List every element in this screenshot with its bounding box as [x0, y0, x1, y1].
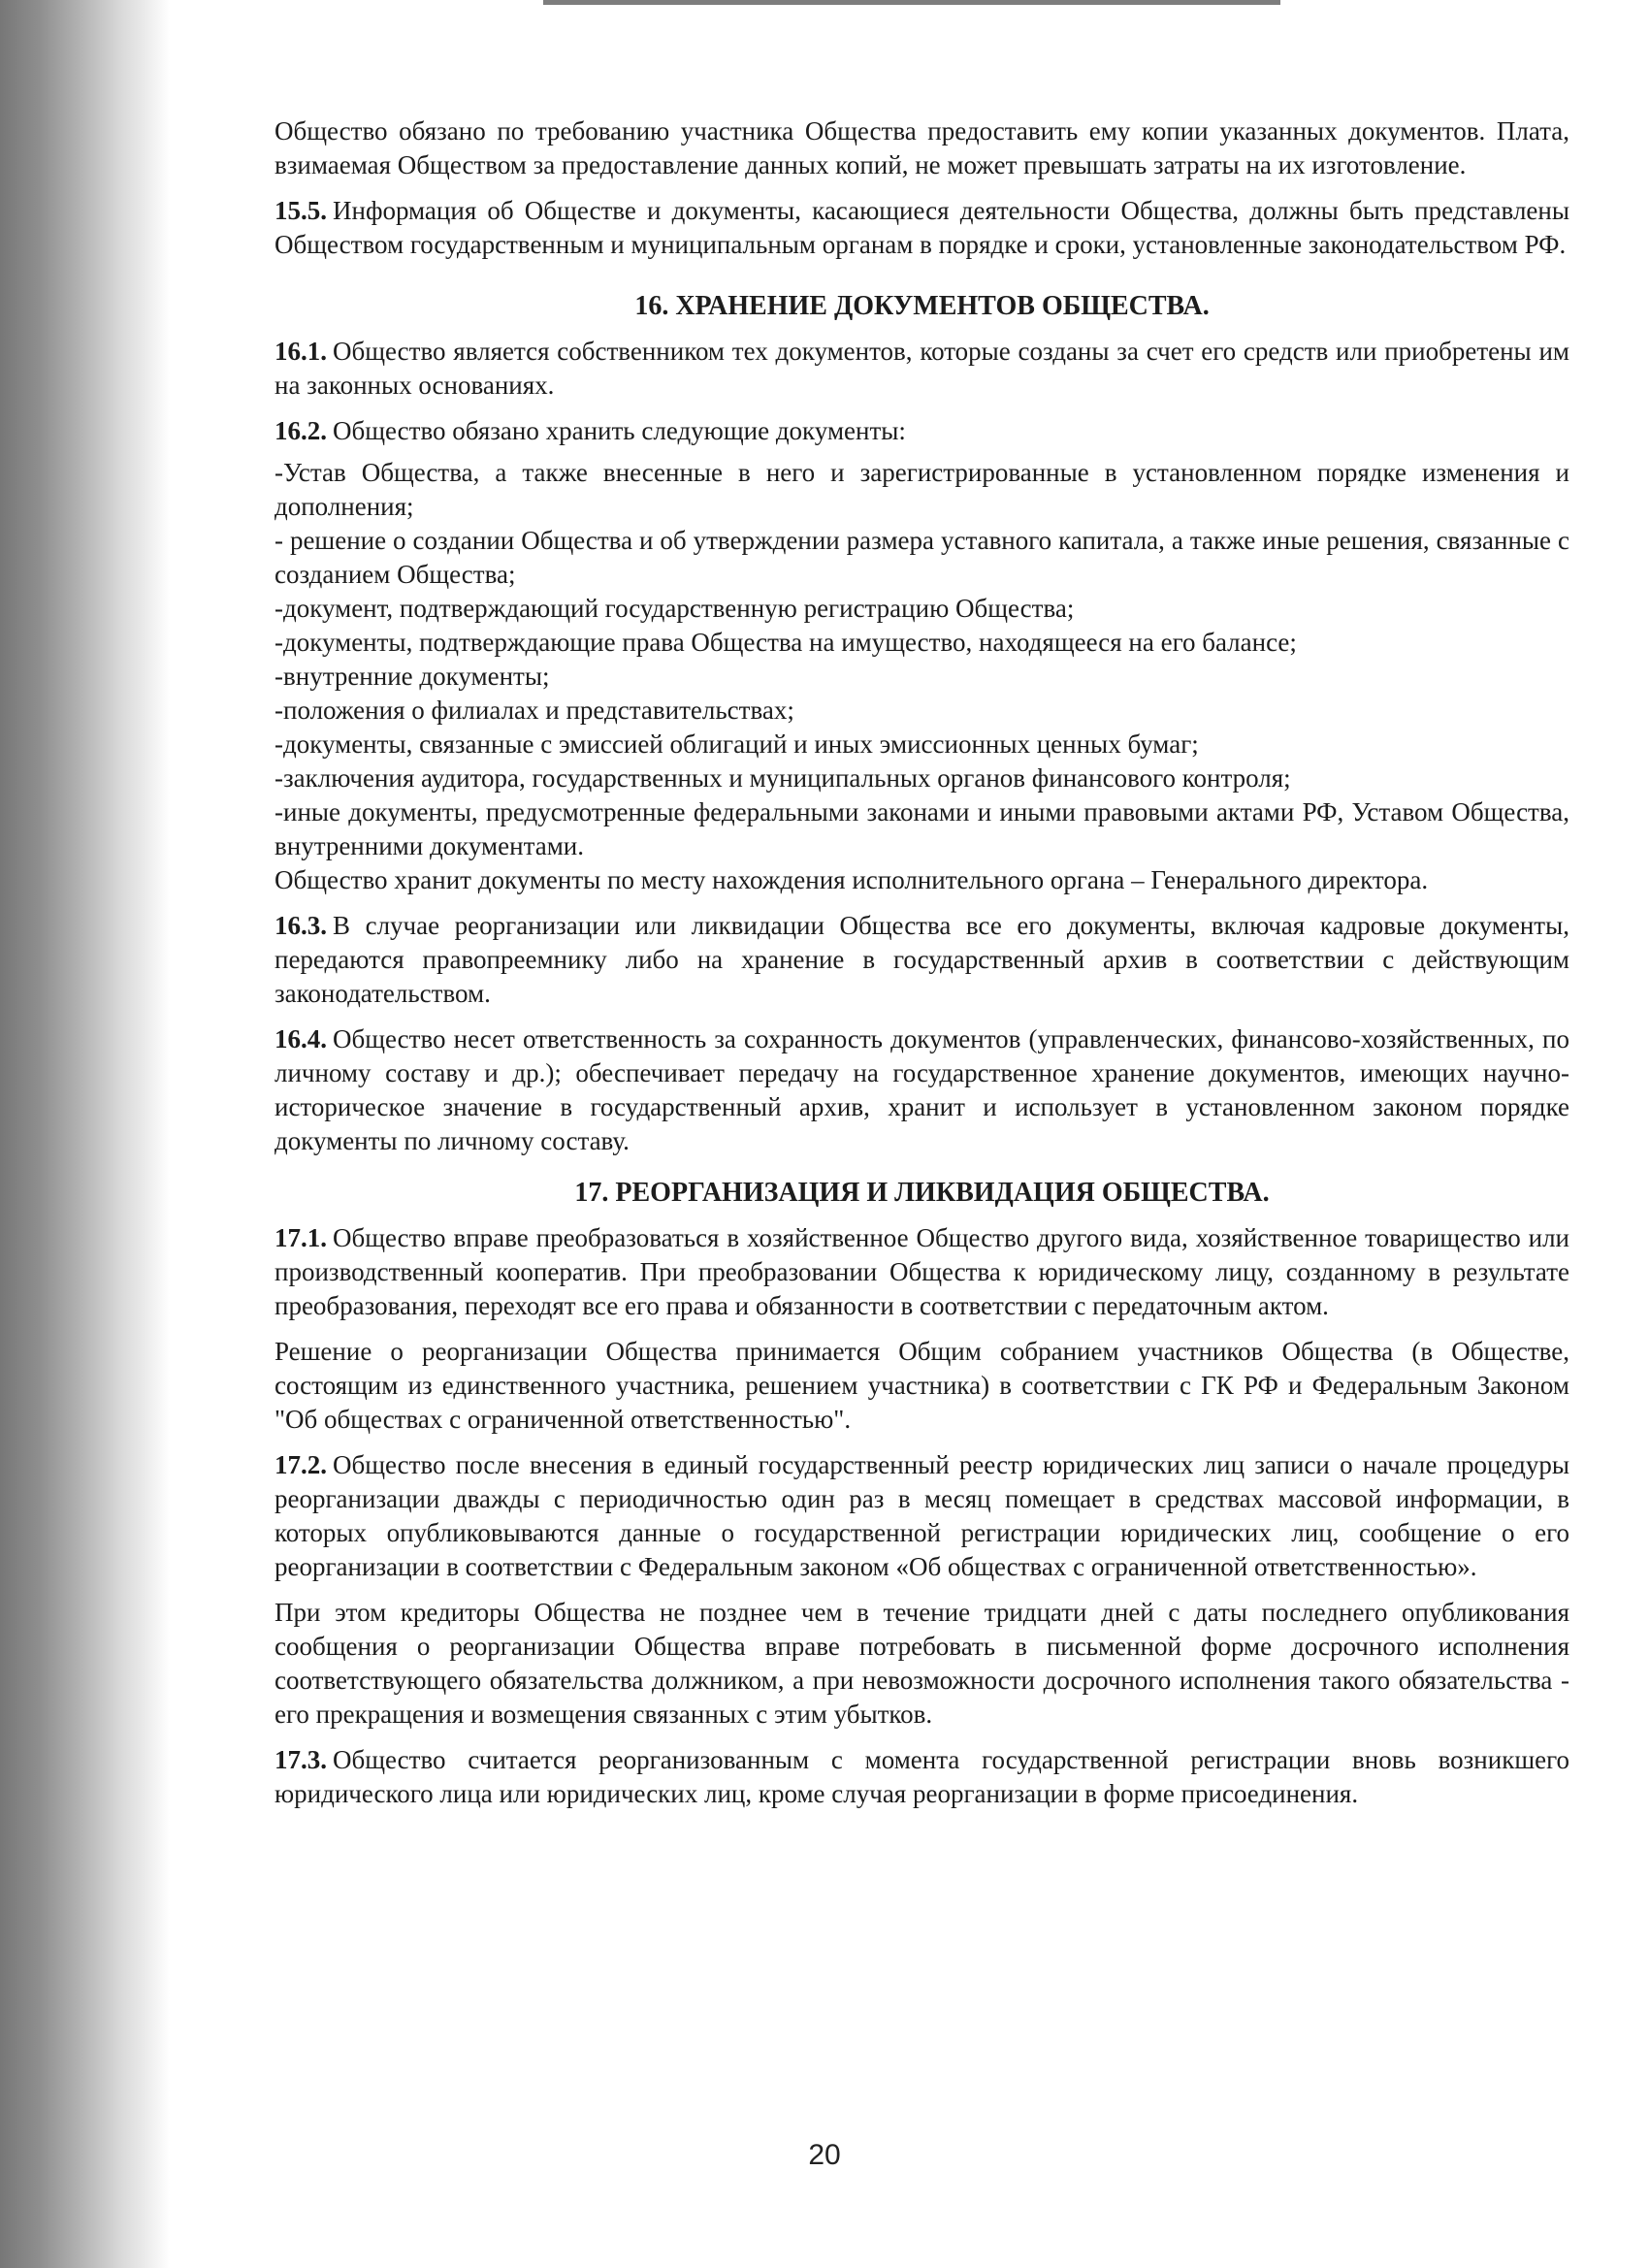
paragraph-17-2-creditors: При этом кредиторы Общества не позднее чем в течение тридцати дней с даты последнего опубликования сообщения о реорганизации Общества вправе потребовать в письменной форме досрочного исполнения соответствующего обязательства должником, а при невозможности досрочного исполнения такого обязательства - его прекращения и возмещения связанных с этим убытков. — [275, 1598, 1569, 1729]
list-item: -документы, связанные с эмиссией облигаций и иных эмиссионных ценных бумаг; — [275, 729, 1199, 759]
section-text: Общество является собственником тех документов, которые созданы за счет его средств или приобретены им на законных основаниях. — [275, 337, 1569, 400]
section-number: 16.3. — [275, 911, 327, 940]
section-text: Общество считается реорганизованным с момента государственной регистрации вновь возникшего юридического лица или юридических лиц, кроме случая реорганизации в форме присоединения. — [275, 1745, 1569, 1808]
intro-paragraph: Общество обязано по требованию участника Общества предоставить ему копии указанных документов. Плата, взимаемая Обществом за предоставление данных копий, не может превышать затраты на их изготовление. — [275, 116, 1569, 179]
section-text: Общество обязано хранить следующие документы: — [333, 416, 906, 445]
document-list — [275, 456, 1569, 897]
section-text: В случае реорганизации или ликвидации Общества все его документы, включая кадровые документы, передаются правопреемнику либо на хранение в государственный архив в соответствии с действующим законодательством. — [275, 911, 1569, 1008]
section-number: 17.1. — [275, 1223, 327, 1252]
heading-section-16: 16. ХРАНЕНИЕ ДОКУМЕНТОВ ОБЩЕСТВА. — [634, 291, 1210, 321]
section-number: 16.2. — [275, 416, 327, 445]
list-item: -документы, подтверждающие права Общества на имущество, находящееся на его балансе; — [275, 628, 1297, 657]
heading-section-17: 17. РЕОРГАНИЗАЦИЯ И ЛИКВИДАЦИЯ ОБЩЕСТВА. — [574, 1178, 1270, 1208]
list-item: -иные документы, предусмотренные федеральными законами и иными правовыми актами РФ, Уставом Общества, внутренними документами. — [275, 797, 1569, 860]
section-number: 15.5. — [275, 196, 327, 225]
section-number: 16.1. — [275, 337, 327, 366]
section-17-1 — [275, 1221, 1569, 1323]
section-17-2 — [275, 1448, 1569, 1584]
scan-binding-shadow — [0, 0, 170, 2268]
page-number: 20 — [808, 2139, 841, 2171]
section-number: 17.3. — [275, 1745, 327, 1774]
list-item: - решение о создании Общества и об утверждении размера уставного капитала, а также иные решения, связанные с созданием Общества; — [275, 526, 1569, 589]
section-16-4 — [275, 1022, 1569, 1158]
paragraph-17-1-reorganization-decision: Решение о реорганизации Общества принимается Общим собранием участников Общества (в Обществе, состоящим из единственного участника, решением участника) в соответствии с ГК РФ и Федеральным Законом "Об обществах с ограниченной ответственностью". — [275, 1337, 1569, 1434]
section-text: Общество после внесения в единый государственный реестр юридических лиц записи о начале процедуры реорганизации дважды с периодичностью один раз в месяц помещает в средствах массовой информации, в которых опубликовываются данные о государственной регистрации юридических лиц, сообщение о его реорганизации в соответствии с Федеральным законом «Об обществах с ограниченной ответственностью». — [275, 1450, 1569, 1581]
list-item: -заключения аудитора, государственных и муниципальных органов финансового контроля; — [275, 763, 1291, 793]
list-item: -Устав Общества, а также внесенные в него и зарегистрированные в установленном порядке изменения и дополнения; — [275, 458, 1569, 521]
section-16-3 — [275, 909, 1569, 1011]
section-text: Информация об Обществе и документы, касающиеся деятельности Общества, должны быть представлены Обществом государственным и муниципальным органам в порядке и сроки, установленные законодательством РФ. — [275, 196, 1569, 259]
list-item: -положения о филиалах и представительствах; — [275, 696, 794, 725]
section-16-2 — [275, 414, 1569, 448]
list-item: Общество хранит документы по месту нахождения исполнительного органа – Генерального директора. — [275, 865, 1429, 894]
section-text: Общество вправе преобразоваться в хозяйственное Общество другого вида, хозяйственное товарищество или производственный кооператив. При преобразовании Общества к юридическому лицу, созданному в результате преобразования, переходят все его права и обязанности в соответствии с передаточным актом. — [275, 1223, 1569, 1320]
section-number: 17.2. — [275, 1450, 327, 1479]
section-15-5 — [275, 194, 1569, 262]
section-17-3 — [275, 1743, 1569, 1811]
section-number: 16.4. — [275, 1024, 327, 1053]
section-text: Общество несет ответственность за сохранность документов (управленческих, финансово-хозяйственных, по личному составу и др.); обеспечивает передачу на государственное хранение документов, имеющих научно-историческое значение в государственный архив, хранит и использует в установленном законом порядке документы по личному составу. — [275, 1024, 1569, 1155]
section-16-1 — [275, 335, 1569, 403]
list-item: -документ, подтверждающий государственную регистрацию Общества; — [275, 594, 1075, 623]
list-item: -внутренние документы; — [275, 662, 550, 691]
document-body — [275, 114, 1569, 1823]
scan-top-edge — [543, 0, 1280, 5]
